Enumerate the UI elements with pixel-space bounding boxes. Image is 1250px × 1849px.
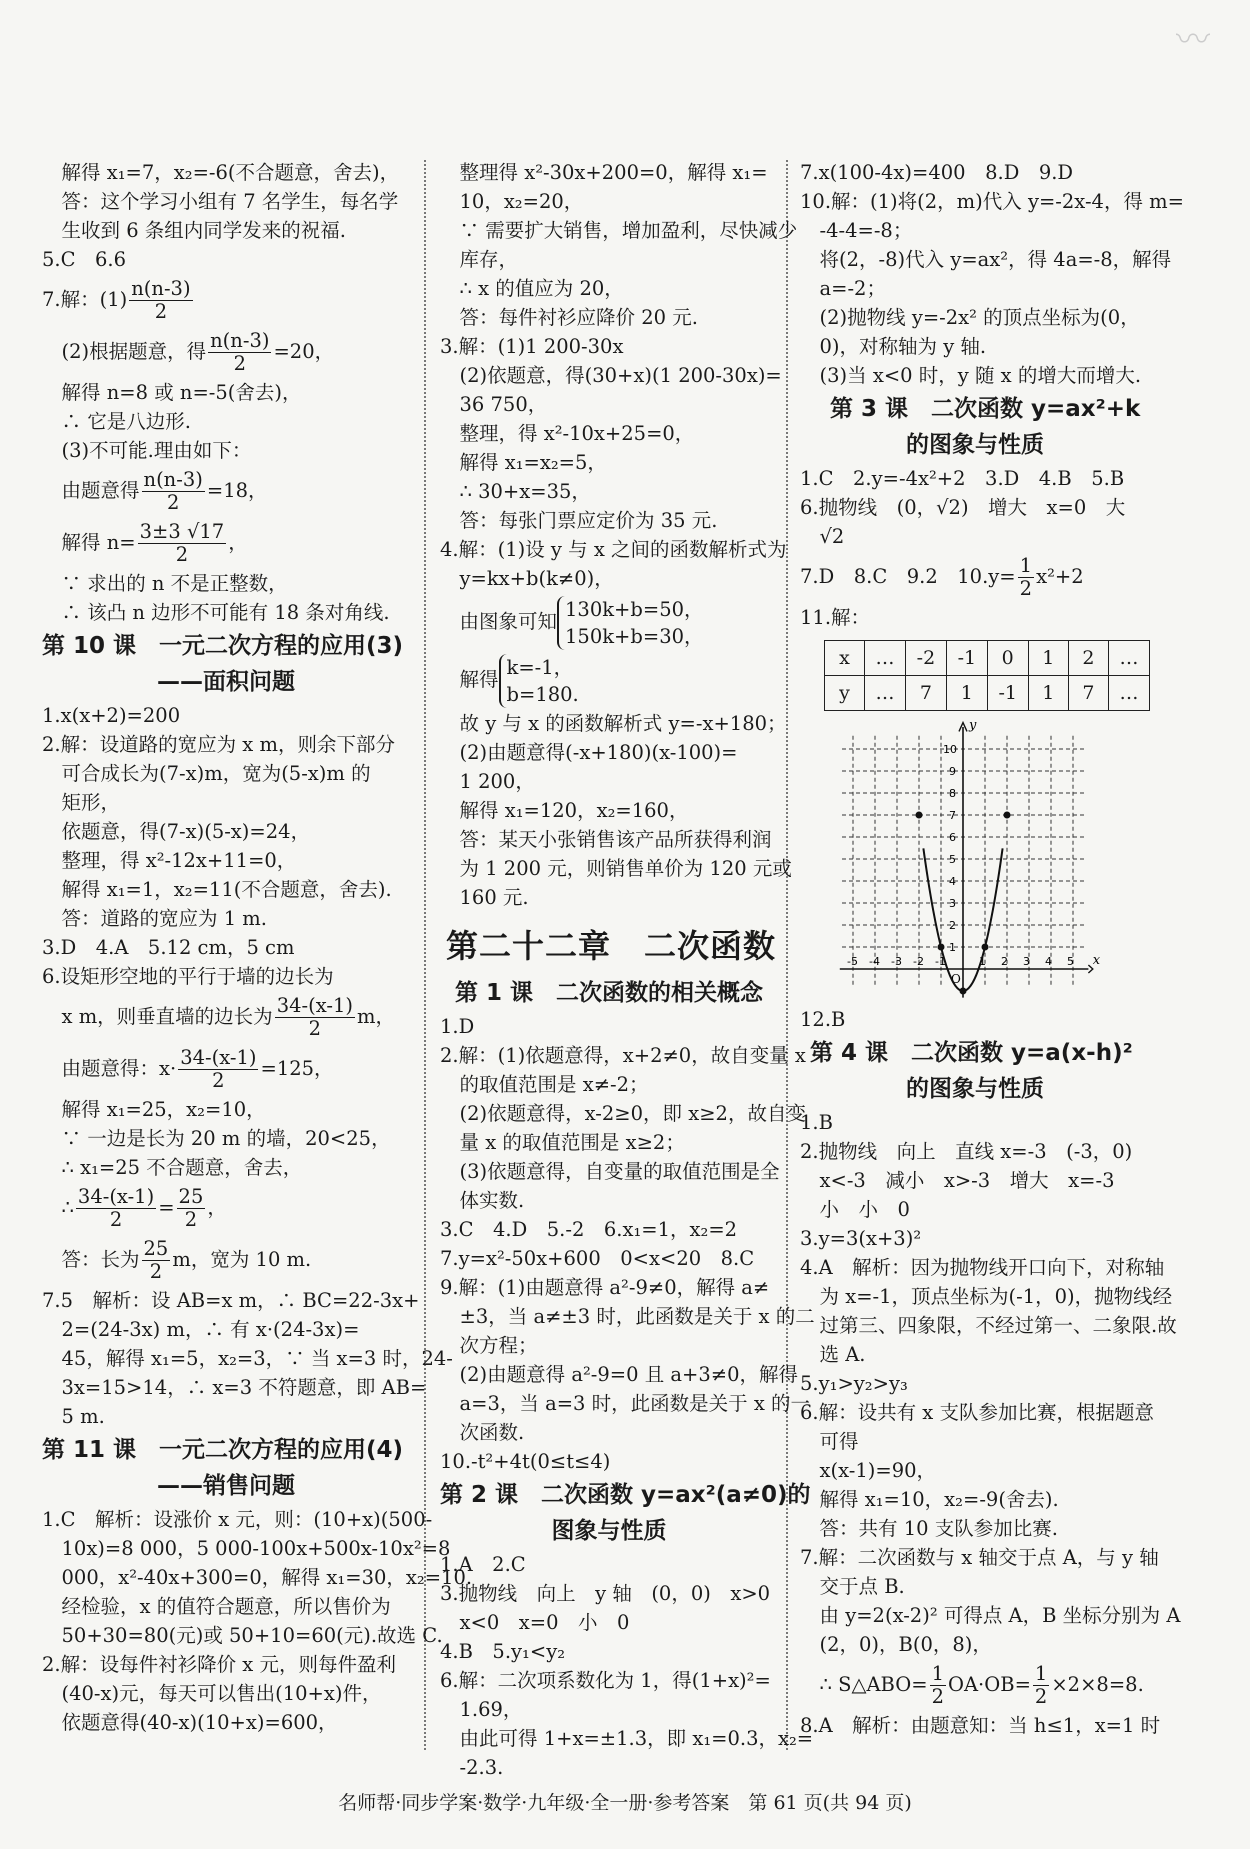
table-cell: 7 xyxy=(1068,676,1108,711)
text-line: ∴ x₁=25 不合题意，舍去， xyxy=(61,1156,303,1179)
fraction: $\frac{34-(x-1)}{2}$ xyxy=(276,994,353,1040)
text-line: 依题意，得(7-x)(5-x)=24， xyxy=(61,820,311,843)
text-line: 将(2，-8)代入 y=ax²，得 4a=-8，解得 xyxy=(819,248,1172,271)
text-line: (3)依题意得，自变量的取值范围是全 xyxy=(459,1160,780,1183)
x-tick-label: -1 xyxy=(935,955,946,968)
text-line: 6.设矩形空地的平行于墙的边长为 xyxy=(42,965,334,988)
text-line: ∵ 一边是长为 20 m 的墙，20<25， xyxy=(61,1127,391,1150)
text-line: ±3，当 a≠±3 时，此函数是关于 x 的二 xyxy=(459,1305,815,1328)
text-line: 6.解：设共有 x 支队参加比赛，根据题意 xyxy=(800,1401,1154,1424)
text-line: (2)依题意，得(30+x)(1 200-30x)= xyxy=(459,364,782,387)
text-line: 由 y=2(x-2)² 可得点 A，B 坐标分别为 A xyxy=(819,1604,1181,1627)
text-line: ∵ 求出的 n 不是正整数， xyxy=(61,572,288,595)
y-axis-label: y xyxy=(969,719,977,734)
y-tick-label: 2 xyxy=(949,919,956,932)
text-line: 10.解：(1)将(2，m)代入 y=-2x-4，得 m= xyxy=(800,190,1184,213)
y-tick-label: 7 xyxy=(949,809,956,822)
table-cell: … xyxy=(1109,676,1150,711)
data-point xyxy=(938,944,945,951)
table-cell: 1 xyxy=(1028,641,1068,676)
answer-q7: 7.解：(1) $\frac{n(n-3)}{2}$ xyxy=(42,277,191,323)
text-line: 由题意得：x· $\frac{34-(x-1)}{2}$ =125， xyxy=(61,1046,334,1092)
text-line: 3x=15>14，∴ x=3 不符题意，即 AB= xyxy=(61,1376,427,1399)
table-cell: 2 xyxy=(1068,641,1108,676)
text-line: 解得 n=8 或 n=-5(舍去)， xyxy=(61,381,302,404)
text-line: 1.C 2.y=-4x²+2 3.D 4.B 5.B xyxy=(800,467,1125,490)
text-line: 10x)=8 000，5 000-100x+500x-10x²=8 xyxy=(61,1537,451,1560)
lesson-subheading: 的图象与性质 xyxy=(906,1076,1044,1102)
text-line: 由图象可知 130k+b=50， 150k+b=30， xyxy=(459,597,704,648)
text-line: 36 750， xyxy=(459,393,548,416)
fraction: $\frac{3\pm 3 √17}{2}$ xyxy=(139,520,225,566)
x-tick-label: -4 xyxy=(869,955,880,968)
lesson-heading: 第 10 课 一元二次方程的应用(3) xyxy=(42,633,404,659)
fraction: $\frac{25}{2}$ xyxy=(178,1185,204,1231)
text-line: 解得 k=-1， b=180. xyxy=(459,655,579,706)
table-cell: -1 xyxy=(946,641,987,676)
text-line: 7.5 解析：设 AB=x m，∴ BC=22-3x+ xyxy=(42,1289,420,1312)
text-line: 1.B xyxy=(800,1111,833,1134)
fraction: $\frac{1}{2}$ xyxy=(1019,554,1033,600)
text-line: 2.解：(1)依题意得，x+2≠0，故自变量 x xyxy=(440,1044,806,1067)
text-line: 答：长为 $\frac{25}{2}$ m，宽为 10 m. xyxy=(61,1237,312,1283)
text-line: (2)抛物线 y=-2x² 的顶点坐标为(0， xyxy=(819,306,1140,329)
text-line: 可合成长为(7-x)m，宽为(5-x)m 的 xyxy=(61,762,371,785)
text-line: x<0 x=0 小 0 xyxy=(459,1611,630,1634)
text-line: 3.y=3(x+3)² xyxy=(800,1227,922,1250)
y-tick-label: 5 xyxy=(949,853,956,866)
fraction: $\frac{1}{2}$ xyxy=(931,1662,944,1708)
fraction: $\frac{34-(x-1)}{2}$ xyxy=(180,1046,257,1092)
text-line: 次方程； xyxy=(459,1334,538,1357)
x-tick-label: -5 xyxy=(847,955,858,968)
text-line: ∵ 需要扩大销售，增加盈利，尽快减少 xyxy=(459,219,798,242)
fraction: $\frac{n(n-3)}{2}$ xyxy=(143,468,203,514)
fraction: $\frac{1}{2}$ xyxy=(1034,1662,1048,1708)
text-line: 7.y=x²-50x+600 0<x<20 8.C xyxy=(440,1247,755,1270)
text-line: 5.y₁>y₂>y₃ xyxy=(800,1372,908,1395)
text-line: (2)由题意得(-x+180)(x-100)= xyxy=(459,741,738,764)
text-line: (2，0)，B(0，8)， xyxy=(819,1633,992,1656)
text-line: 的取值范围是 x≠-2； xyxy=(459,1073,649,1096)
lesson-heading: 第 3 课 二次函数 y=ax²+k xyxy=(830,396,1141,422)
text-line: 6.解：二次项系数化为 1，得(1+x)²= xyxy=(440,1669,771,1692)
text-line: 解得 x₁=25，x₂=10， xyxy=(61,1098,266,1121)
text-line: 库存， xyxy=(459,248,519,271)
answer-column-2 xyxy=(440,158,815,1782)
text-line: ∴ 它是八边形. xyxy=(61,410,191,433)
table-cell: 0 xyxy=(987,641,1028,676)
text-line: 45，解得 x₁=5，x₂=3，∵ 当 x=3 时，24- xyxy=(61,1347,453,1370)
text-line: 5.C 6.6 xyxy=(42,248,127,271)
y-tick-label: 1 xyxy=(949,941,956,954)
lesson-heading: 第 2 课 二次函数 y=ax²(a≠0)的 xyxy=(440,1482,811,1508)
lesson-subheading: ——面积问题 xyxy=(157,669,295,695)
y-tick-label: 3 xyxy=(949,897,956,910)
text-line: 答：道路的宽应为 1 m. xyxy=(61,907,267,930)
y-tick-label: 10 xyxy=(943,743,957,756)
origin-label: O xyxy=(951,972,961,986)
x-axis-label: x xyxy=(1092,953,1101,968)
text-line: 7.D 8.C 9.2 10.y= $\frac{1}{2}$ x²+2 xyxy=(800,554,1084,600)
text-line: (2)由题意得 a²-9=0 且 a+3≠0，解得 xyxy=(459,1363,799,1386)
text-line: 次函数. xyxy=(459,1421,525,1444)
text-line: 1.A 2.C xyxy=(440,1553,526,1576)
text-line: 12.B xyxy=(800,1008,846,1031)
table-row xyxy=(825,676,1150,711)
fraction: $\frac{34-(x-1)}{2}$ xyxy=(77,1185,155,1231)
text-line: 1.C 解析：设涨价 x 元，则：(10+x)(500- xyxy=(42,1508,433,1531)
text-line: 经检验，x 的值符合题意，所以售价为 xyxy=(61,1595,391,1618)
text-line: 整理，得 x²-10x+25=0， xyxy=(459,422,695,445)
table-cell: … xyxy=(1109,641,1150,676)
text-line: ∴ $\frac{34-(x-1)}{2}$ = $\frac{25}{2}$ ， xyxy=(61,1185,227,1231)
x-tick-label: 3 xyxy=(1023,955,1030,968)
text-line: ∴ S△ABO= $\frac{1}{2}$ OA·OB= $\frac{1}{2}$ ×2×8=8. xyxy=(819,1662,1144,1708)
text-line: 2=(24-3x) m，∴ 有 x·(24-3x)= xyxy=(61,1318,360,1341)
fraction: $\frac{n(n-3)}{2}$ xyxy=(131,277,191,323)
text-line: 由题意得 $\frac{n(n-3)}{2}$ =18， xyxy=(61,468,268,514)
text-line: 整理，得 x²-12x+11=0， xyxy=(61,849,297,872)
text-line: 160 元. xyxy=(459,886,529,909)
text-line: 5 m. xyxy=(61,1405,105,1428)
text-line: 整理得 x²-30x+200=0，解得 x₁= xyxy=(459,161,768,184)
text-line: 9.解：(1)由题意得 a²-9≠0，解得 a≠ xyxy=(440,1276,770,1299)
text-line: 7.x(100-4x)=400 8.D 9.D xyxy=(800,161,1074,184)
data-point xyxy=(916,812,923,819)
text-line: y=kx+b(k≠0)， xyxy=(459,567,614,590)
text-line: 答：共有 10 支队参加比赛. xyxy=(819,1517,1058,1540)
text-line: 答：某天小张销售该产品所获得利润 xyxy=(459,828,772,851)
lesson-subheading: ——销售问题 xyxy=(157,1473,295,1499)
table-cell: y xyxy=(825,676,865,711)
value-table xyxy=(824,640,1150,711)
table-cell: … xyxy=(865,641,906,676)
x-tick-label: -2 xyxy=(913,955,924,968)
text-line: x(x-1)=90， xyxy=(819,1459,937,1482)
table-cell: x xyxy=(825,641,865,676)
text-line: 7.解：二次函数与 x 轴交于点 A，与 y 轴 xyxy=(800,1546,1159,1569)
text-line: 答：每件衬衫应降价 20 元. xyxy=(459,306,698,329)
text-line: a=3，当 a=3 时，此函数是关于 x 的一 xyxy=(459,1392,811,1415)
y-tick-label: 8 xyxy=(949,787,956,800)
chapter-title: 第二十二章 二次函数 xyxy=(446,927,777,965)
corner-decoration: 〰 xyxy=(1176,20,1210,60)
text-line: 3.抛物线 向上 y 轴 (0，0) x>0 xyxy=(440,1582,771,1605)
x-tick-label: 4 xyxy=(1045,955,1052,968)
text-line: 11.解： xyxy=(800,606,871,629)
text-line: 解得 x₁=7，x₂=-6(不合题意，舍去)， xyxy=(61,161,400,184)
text-line: -4-4=-8； xyxy=(819,219,913,242)
text-line: ∴ 30+x=35， xyxy=(459,480,591,503)
column-separator xyxy=(786,160,788,1750)
text-line: (40-x)元，每天可以售出(10+x)件， xyxy=(61,1682,382,1705)
text-line: 解得 x₁=1，x₂=11(不合题意，舍去). xyxy=(61,878,392,901)
text-line: 为 x=-1，顶点坐标为(-1，0)，抛物线经 xyxy=(819,1285,1173,1308)
text-line: 10.-t²+4t(0≤t≤4) xyxy=(440,1450,611,1473)
text-line: (3)当 x<0 时，y 随 x 的增大而增大. xyxy=(819,364,1142,387)
text-line: (3)不可能.理由如下： xyxy=(61,439,252,462)
y-tick-label: 9 xyxy=(949,765,956,778)
text-line: -2.3. xyxy=(459,1756,504,1779)
parabola-graph xyxy=(838,719,1108,999)
text-line: 1.x(x+2)=200 xyxy=(42,704,181,727)
text-line: 解得 n= $\frac{3\pm 3 √17}{2}$ ， xyxy=(61,520,248,566)
y-tick-label: 4 xyxy=(949,875,956,888)
text-line: 2.解：设每件衬衫降价 x 元，则每件盈利 xyxy=(42,1653,396,1676)
text-line: ∴ 该凸 n 边形不可能有 18 条对角线. xyxy=(61,601,390,624)
equation-system: 130k+b=50， 150k+b=30， xyxy=(557,596,704,650)
text-line: 1.D xyxy=(440,1015,475,1038)
lesson-heading: 第 11 课 一元二次方程的应用(4) xyxy=(42,1437,404,1463)
answer-column-3 xyxy=(800,158,1184,1740)
text-line: 1.69， xyxy=(459,1698,523,1721)
x-tick-label: 2 xyxy=(1001,955,1008,968)
data-point xyxy=(982,944,989,951)
table-cell: 7 xyxy=(905,676,946,711)
x-tick-label: -3 xyxy=(891,955,902,968)
data-point xyxy=(960,988,967,995)
x-tick-label: 5 xyxy=(1067,955,1074,968)
text-line: 解得 x₁=120，x₂=160， xyxy=(459,799,689,822)
text-line: 2.抛物线 向上 直线 x=-3 (-3，0) xyxy=(800,1140,1133,1163)
lesson-subheading: 图象与性质 xyxy=(551,1518,667,1544)
text-line: 1 200， xyxy=(459,770,535,793)
text-line: 50+30=80(元)或 50+10=60(元).故选 C. xyxy=(61,1624,443,1647)
text-line: 解得 x₁=10，x₂=-9(舍去). xyxy=(819,1488,1059,1511)
text-line: x m，则垂直墙的边长为 $\frac{34-(x-1)}{2}$ m， xyxy=(61,994,395,1040)
text-line: √2 xyxy=(819,525,845,548)
data-point xyxy=(1004,812,1011,819)
text-line: 6.抛物线 (0，√2) 增大 x=0 大 xyxy=(800,496,1126,519)
text-line: 小 小 0 xyxy=(819,1198,910,1221)
text-line: 选 A. xyxy=(819,1343,866,1366)
text-line: 8.A 解析：由题意知：当 h≤1，x=1 时 xyxy=(800,1714,1161,1737)
text-line: 解得 x₁=x₂=5， xyxy=(459,451,607,474)
text-line: 4.B 5.y₁<y₂ xyxy=(440,1640,566,1663)
text-line: 由此可得 1+x=±1.3，即 x₁=0.3，x₂= xyxy=(459,1727,814,1750)
text-line: 可得 xyxy=(819,1430,859,1453)
text-line: (2)根据题意，得 $\frac{n(n-3)}{2}$ =20， xyxy=(61,329,335,375)
text-line: 依题意得(40-x)(10+x)=600， xyxy=(61,1711,338,1734)
text-line: 3.解：(1)1 200-30x xyxy=(440,335,624,358)
table-cell: -1 xyxy=(987,676,1028,711)
text-line: a=-2； xyxy=(819,277,886,300)
table-cell: 1 xyxy=(1028,676,1068,711)
lesson-subheading: 的图象与性质 xyxy=(906,432,1044,458)
lesson-heading: 第 4 课 二次函数 y=a(x-h)² xyxy=(810,1040,1133,1066)
table-row xyxy=(825,641,1150,676)
lesson-heading: 第 1 课 二次函数的相关概念 xyxy=(454,980,764,1006)
text-line: 2.解：设道路的宽应为 x m，则余下部分 xyxy=(42,733,395,756)
equation-system: k=-1， b=180. xyxy=(499,654,579,708)
fraction: $\frac{n(n-3)}{2}$ xyxy=(210,329,270,375)
page-footer: 名师帮·同步学案·数学·九年级·全一册·参考答案 第 61 页(共 94 页) xyxy=(338,1792,912,1814)
text-line: 体实数. xyxy=(459,1189,525,1212)
table-cell: … xyxy=(865,676,906,711)
y-tick-label: 6 xyxy=(949,831,956,844)
text-line: 10，x₂=20， xyxy=(459,190,584,213)
text-line: ∴ x 的值应为 20， xyxy=(459,277,624,300)
text-line: 4.解：(1)设 y 与 x 之间的函数解析式为 xyxy=(440,538,787,561)
text-line: 交于点 B. xyxy=(819,1575,905,1598)
fraction: $\frac{25}{2}$ xyxy=(143,1237,169,1283)
text-line: 0)，对称轴为 y 轴. xyxy=(819,335,987,358)
text-line: 生收到 6 条组内同学发来的祝福. xyxy=(61,219,347,242)
text-line: 矩形， xyxy=(61,791,121,814)
text-line: 3.D 4.A 5.12 cm，5 cm xyxy=(42,936,295,959)
text-line: 4.A 解析：因为抛物线开口向下，对称轴 xyxy=(800,1256,1165,1279)
x-tick-label: 1 xyxy=(979,955,986,968)
text-line: 000，x²-40x+300=0，解得 x₁=30，x₂=10. xyxy=(61,1566,473,1589)
text-line: 为 1 200 元，则销售单价为 120 元或 xyxy=(459,857,792,880)
table-cell: -2 xyxy=(905,641,946,676)
text-line: 3.C 4.D 5.-2 6.x₁=1，x₂=2 xyxy=(440,1218,738,1241)
text-line: 故 y 与 x 的函数解析式 y=-x+180； xyxy=(459,712,787,735)
text-line: (2)依题意得，x-2≥0，即 x≥2，故自变 xyxy=(459,1102,806,1125)
text-line: 量 x 的取值范围是 x≥2； xyxy=(459,1131,685,1154)
table-cell: 1 xyxy=(946,676,987,711)
text-line: 答：这个学习小组有 7 名学生，每名学 xyxy=(61,190,399,213)
text-line: x<-3 减小 x>-3 增大 x=-3 xyxy=(819,1169,1115,1192)
text-line: 答：每张门票应定价为 35 元. xyxy=(459,509,718,532)
text-line: 过第三、四象限，不经过第一、二象限.故 xyxy=(819,1314,1177,1337)
